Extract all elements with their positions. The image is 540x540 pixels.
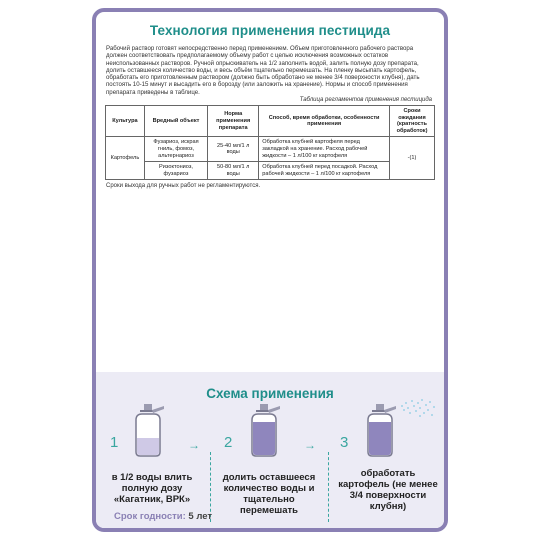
expiry-value: 5 лет: [188, 511, 213, 522]
step-text-3: обработать картофель (не менее 3/4 поверхности клубня): [338, 468, 438, 512]
expiry-info: [114, 511, 212, 522]
cell-pest: Ризоктониоз, фузариоз: [144, 162, 207, 180]
step-text-1: в 1/2 воды влить полную дозу «Кагатник, ВРК»: [111, 472, 193, 505]
sprayer-bottle-spraying-icon: [358, 398, 438, 458]
cell-method: Обработка клубней картофеля перед закладкой на хранение. Расход рабочей жидкости – 1 л/100 кг картофеля: [259, 137, 390, 162]
sprayer-bottle-icon: [126, 402, 170, 458]
header-crop: Культура: [106, 106, 145, 137]
arrow-icon: →: [188, 438, 200, 452]
header-rate: Норма применения препарата: [208, 106, 259, 137]
table-header-row: [106, 106, 435, 137]
cell-crop: Картофель: [106, 137, 145, 180]
header-wait: Сроки ожидания (кратность обработок): [390, 106, 435, 137]
step-number-1: 1: [110, 434, 119, 451]
expiry-label: Срок годности:: [114, 511, 186, 522]
cell-wait: -(1): [390, 137, 435, 180]
step-number-3: 3: [340, 434, 349, 451]
step-number-2: 2: [224, 434, 233, 451]
cell-rate: 25-40 мл/1 л воды: [208, 137, 259, 162]
intro-paragraph: Рабочий раствор готовят непосредственно перед применением. Объем приготовленного рабочего раствора должен соответствовать предполагаемому объему работ с целью исключения возможных остатков неиспользованных растворов. Ручной опрыскиватель на 1/2 заполнить водой, залить полную дозу препарата, долить оставшееся количество воды, и весь объём тщательно перемешать. На пленку высыпать картофель, обработать его приготовленным раствором (должно быть обработано не менее 3/4 поверхности клубня), дать постоять 10-15 минут и высадить его в борозду (или заложить на хранение). Нормы и способ применения препарата приведены в таблице.: [106, 45, 420, 96]
arrow-icon: →: [304, 438, 316, 452]
instruction-card: [92, 8, 448, 532]
table-row: [106, 137, 435, 162]
footnote: Сроки выхода для ручных работ не регламентируются.: [106, 183, 261, 190]
step-text-2: долить оставшееся количество воды и тщательно перемешать: [222, 472, 316, 516]
application-scheme: [96, 372, 444, 528]
header-method: Способ, время обработки, особенности применения: [259, 106, 390, 137]
divider: [328, 452, 329, 522]
sprayer-bottle-icon: [242, 402, 286, 458]
table-row: [106, 162, 435, 180]
header-pest: Вредный объект: [144, 106, 207, 137]
table-caption: Таблица регламентов применения пестицида: [299, 97, 432, 104]
scheme-title: Схема применения: [206, 386, 334, 401]
page-title: Технология применения пестицида: [149, 23, 391, 38]
cell-rate: 50-80 мл/1 л воды: [208, 162, 259, 180]
regulations-table: [105, 105, 435, 180]
cell-method: Обработка клубней перед посадкой. Расход рабочей жидкости – 1 л/100 кг картофеля: [259, 162, 390, 180]
cell-pest: Фузариоз, искрая гниль, фомоз, альтернариоз: [144, 137, 207, 162]
